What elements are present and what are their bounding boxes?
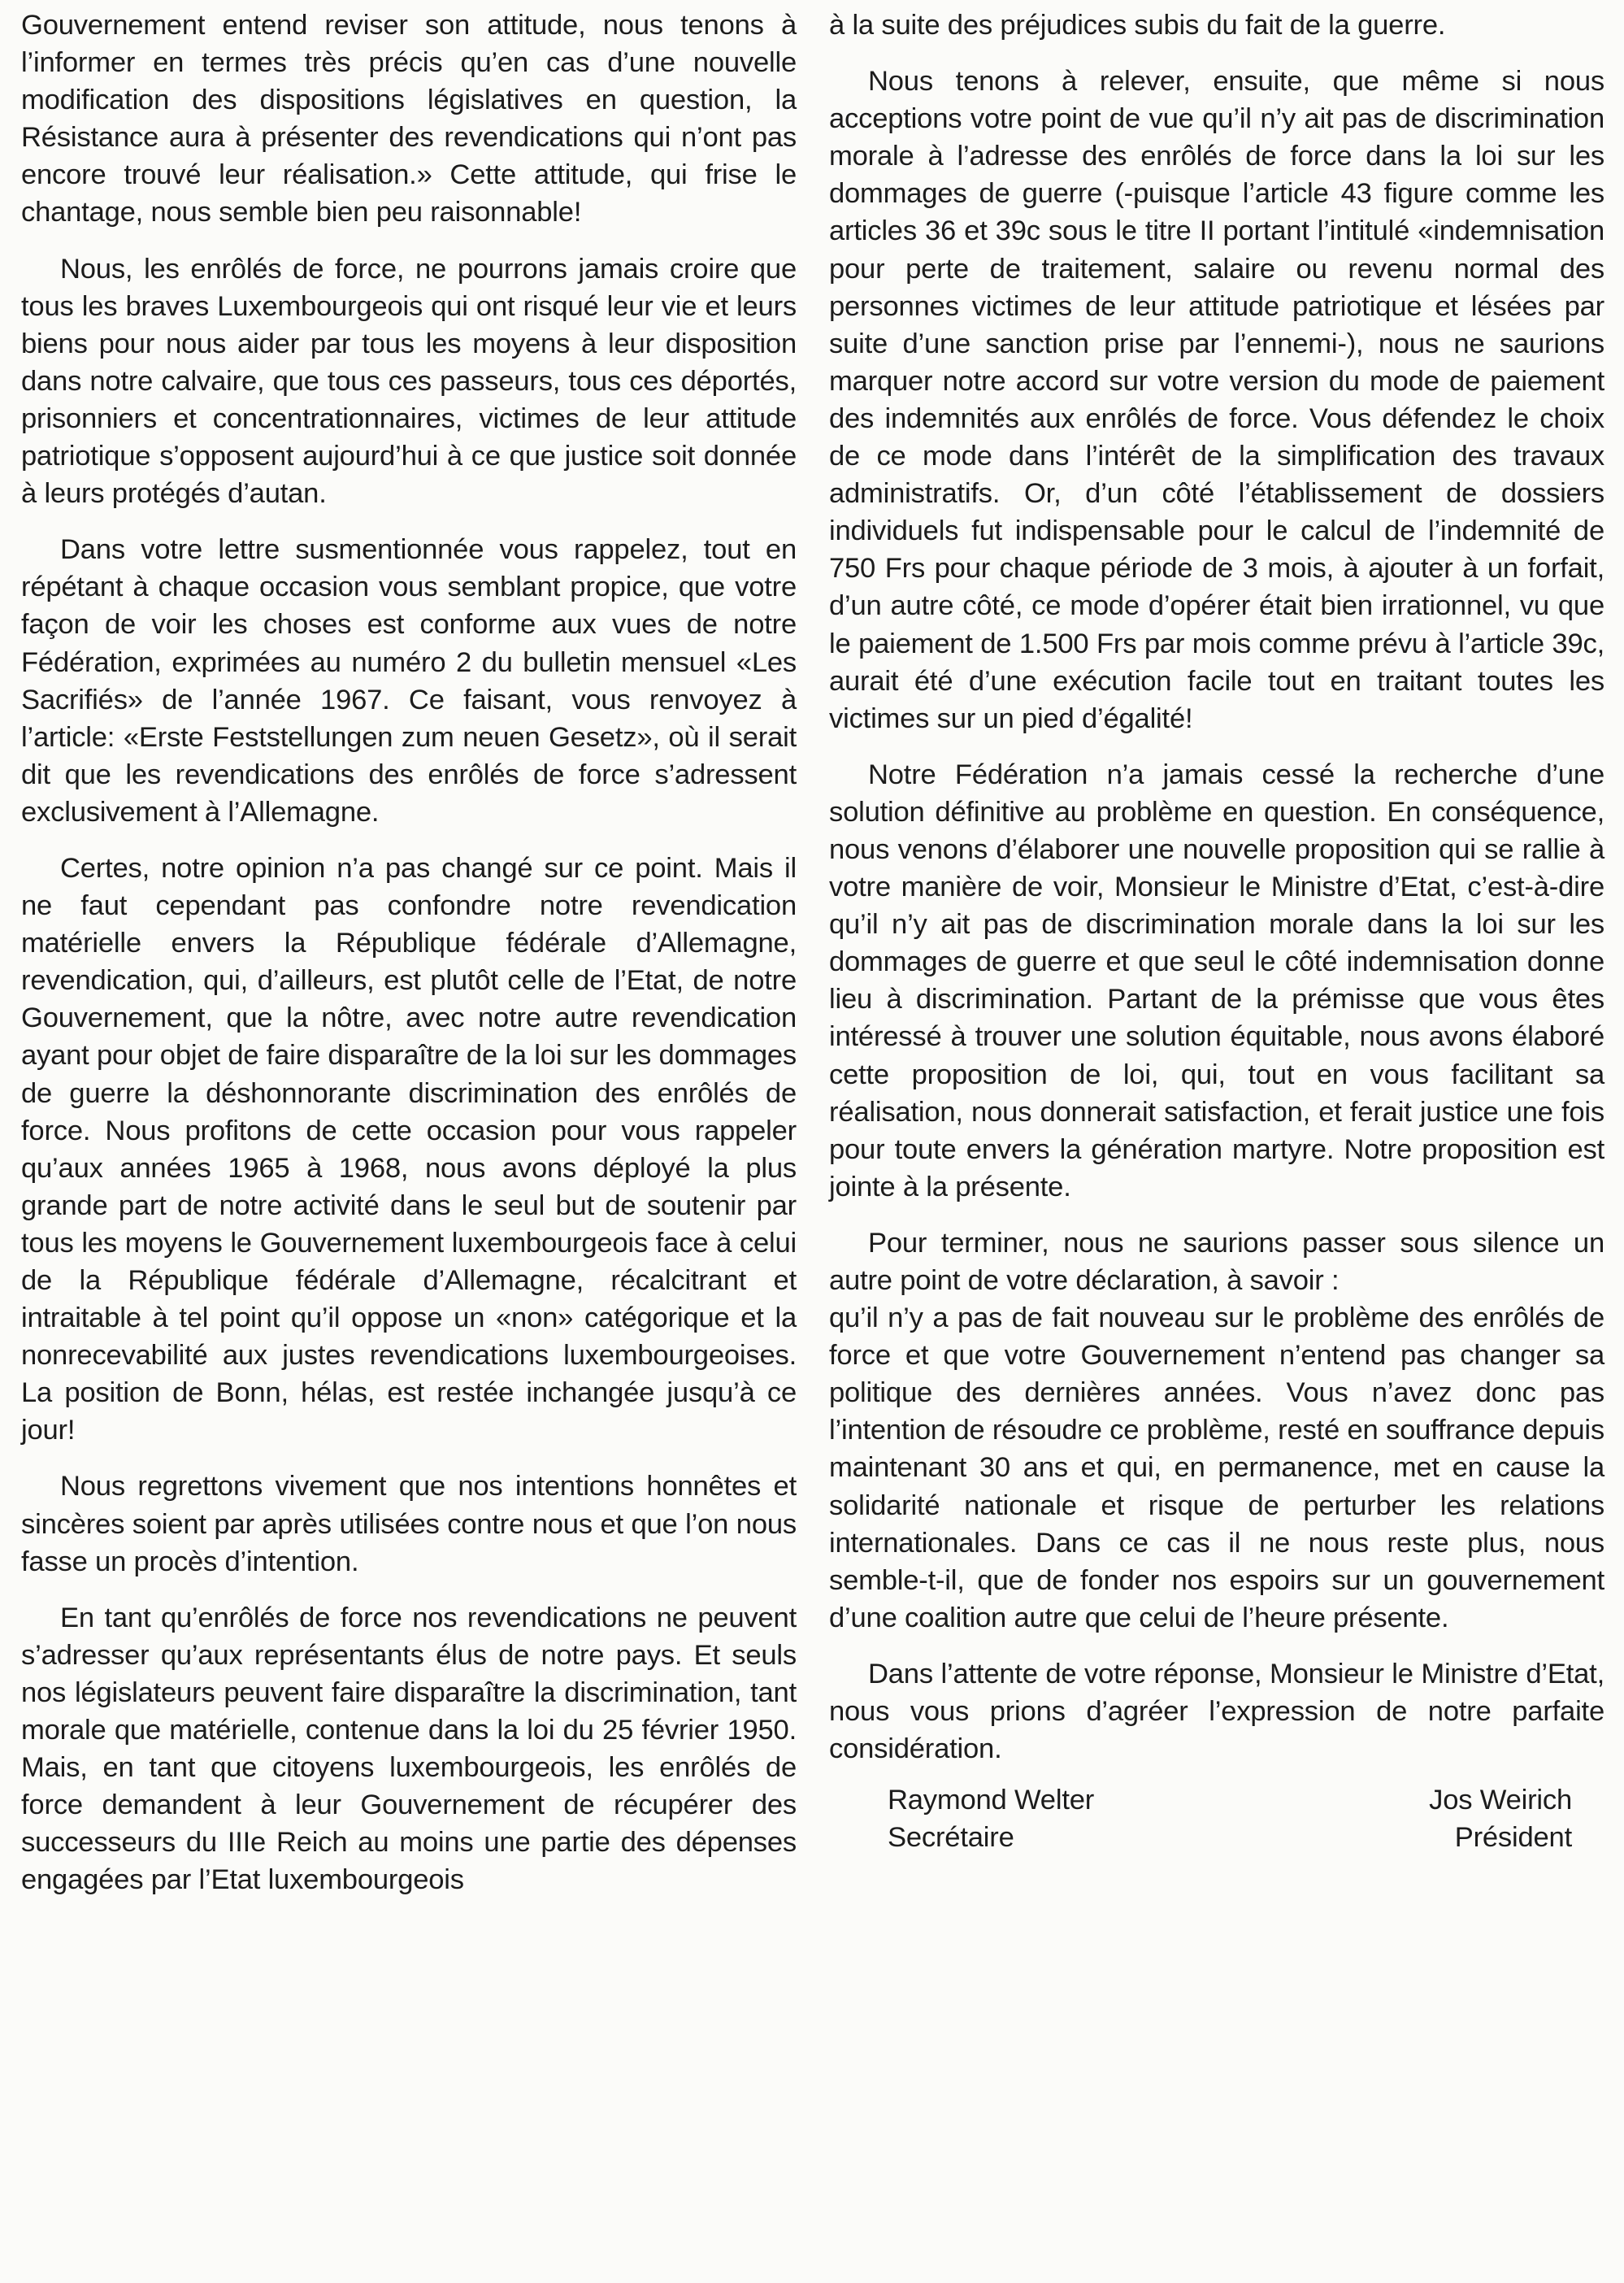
paragraph: Certes, notre opinion n’a pas changé sur ce point. Mais il ne faut cependant pas confondre notre revendication matérielle envers la République fédérale d’Allemagne, revendication, qui, d’ailleurs, est plutôt celle de l’Etat, de notre Gouvernement, que la nôtre, avec notre autre revendication ayant pour objet de faire disparaître de la loi sur les dommages de guerre la déshonnorante discrimination des enrôlés de force. Nous profitons de cette occasion pour vous rappeler qu’aux années 1965 à 1968, nous avons déployé la plus grande part de notre activité dans le seul but de soutenir par tous les moyens le Gouvernement luxembourgeois face à celui de la République fédérale d’Allemagne, récalcitrant et intraitable à tel point qu’il oppose un «non» catégorique et la nonrecevabilité aux justes revendications luxembourgeoises. La position de Bonn, hélas, est restée inchangée jusqu’à ce jour! [21,852,797,1446]
signature-block [888,1781,1604,1856]
paragraph: Pour terminer, nous ne saurions passer sous silence un autre point de votre déclaration, à savoir : [829,1227,1604,1296]
signature-name: Jos Weirich [1429,1785,1572,1816]
closing-paragraph: Dans l’attente de votre réponse, Monsieur le Ministre d’Etat, nous vous prions d’agréer l’expression de notre parfaite considération. [829,1658,1604,1765]
signature-name: Raymond Welter [888,1785,1095,1816]
paragraph: Notre Fédération n’a jamais cessé la recherche d’une solution définitive au problème en question. En conséquence, nous venons d’élaborer une nouvelle proposition qui se rallie à votre manière de voir, Monsieur le Ministre d’Etat, c’est-à-dire qu’il n’y ait pas de discrimination morale dans la loi sur les dommages de guerre et que seul le côté indemnisation donne lieu à discrimination. Partant de la prémisse que vous êtes intéressé à trouver une solution équitable, nous avons élaboré cette proposition de loi, qui, tout en vous facilitant sa réalisation, nous donnerait satisfaction, et ferait justice une fois pour toute envers la génération martyre. Notre proposition est jointe à la présente. [829,759,1604,1202]
signature-title: Secrétaire [888,1822,1014,1854]
paragraph: Nous regrettons vivement que nos intentions honnêtes et sincères soient par après utilisées contre nous et que l’on nous fasse un procès d’intention. [21,1471,797,1577]
signature-president [1246,1781,1604,1856]
signature-title: Président [1454,1822,1572,1854]
left-column [21,7,797,1918]
right-column [829,7,1604,1856]
paragraph: Nous, les enrôlés de force, ne pourrons jamais croire que tous les braves Luxembourgeois qui ont risqué leur vie et leurs biens pour nous aider par tous les moyens à leur disposition dans notre calvaire, que tous ces passeurs, tous ces déportés, prisonniers et concentrationnaires, victimes de leur attitude patriotique s’opposent aujourd’hui à ce que justice soit donnée à leurs protégés d’autan. [21,253,797,510]
signature-secretary [888,1781,1246,1856]
paragraph: qu’il n’y a pas de fait nouveau sur le problème des enrôlés de force et que votre Gouvernement n’entend pas changer sa politique des dernières années. Vous n’avez donc pas l’intention de résoudre ce problème, resté en souffrance depuis maintenant 30 ans et qui, en permanence, met en cause la solidarité nationale et risque de perturber les relations internationales. Dans ce cas il ne nous reste plus, nous semble-t-il, que de fonder nos espoirs sur un gouvernement d’une coalition autre que celui de l’heure présente. [829,1302,1604,1633]
paragraph: Gouvernement entend reviser son attitude, nous tenons à l’informer en termes très précis qu’en cas d’une nouvelle modification des dispositions législatives en question, la Résistance aura à présenter des revendications qui n’ont pas encore trouvé leur réalisation.» Cette attitude, qui frise le chantage, nous semble bien peu raisonnable! [21,10,797,228]
paragraph: Nous tenons à relever, ensuite, que même si nous acceptions votre point de vue qu’il n’y ait pas de discrimination morale à l’adresse des enrôlés de force dans la loi sur les dommages de guerre (-puisque l’article 43 figure comme les articles 36 et 39c sous le titre II portant l’intitulé «indemnisation pour perte de traitement, salaire ou revenu normal des personnes victimes de leur attitude patriotique et lésées par suite d’une sanction prise par l’ennemi-), nous ne saurions marquer notre accord sur votre version du mode de paiement des indemnités aux enrôlés de force. Vous défendez le choix de ce mode dans l’intérêt de la simplification des travaux administratifs. Or, d’un côté l’établissement de dossiers individuels fut indispensable pour le calcul de l’indemnité de 750 Frs pour chaque période de 3 mois, à ajouter à un forfait, d’un autre côté, ce mode d’opérer était bien irrationnel, vu que le paiement de 1.500 Frs par mois comme prévu à l’article 39c, aurait été d’une exécution facile tout en traitant toutes les victimes sur un pied d’égalité! [829,66,1604,734]
paragraph: Dans votre lettre susmentionnée vous rappelez, tout en répétant à chaque occasion vous semblant propice, que votre façon de voir les choses est conforme aux vues de notre Fédération, exprimées au numéro 2 du bulletin mensuel «Les Sacrifiés» de l’année 1967. Ce faisant, vous renvoyez à l’article: «Erste Feststellungen zum neuen Gesetz», où il serait dit que les revendications des enrôlés de force s’adressent exclusivement à l’Allemagne. [21,534,797,828]
paragraph: En tant qu’enrôlés de force nos revendications ne peuvent s’adresser qu’aux représentants élus de notre pays. Et seuls nos législateurs peuvent faire disparaître la discrimination, tant morale que matérielle, contenue dans la loi du 25 février 1950. Mais, en tant que citoyens luxembourgeois, les enrôlés de force demandent à leur Gouvernement de récupérer des successeurs du IIIe Reich au moins une partie des dépenses engagées par l’Etat luxembourgeois [21,1602,797,1896]
paragraph: à la suite des préjudices subis du fait de la guerre. [829,10,1446,41]
